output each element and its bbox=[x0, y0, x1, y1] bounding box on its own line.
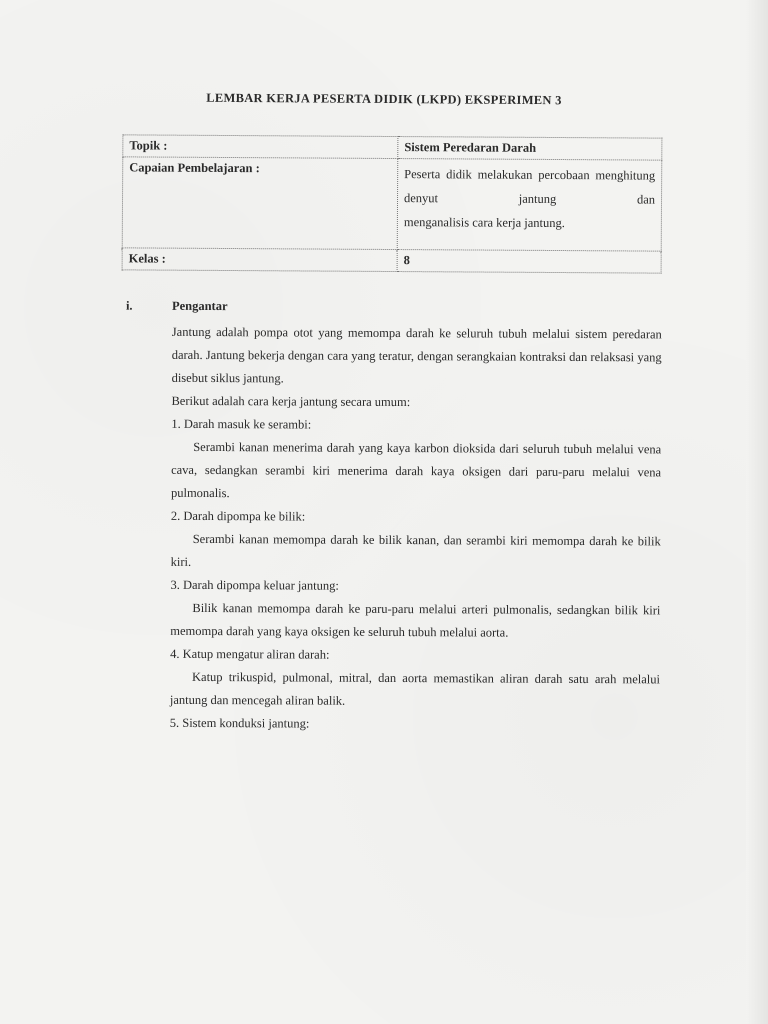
topic-value: Sistem Peredaran Darah bbox=[398, 137, 662, 161]
step-title: 1. Darah masuk ke serambi: bbox=[171, 416, 312, 432]
section-heading: Pengantar bbox=[171, 298, 228, 314]
step-text: Serambi kanan menerima darah yang kaya karbon dioksida dari seluruh tubuh melalui vena cava, sedangkan serambi kiri menerima darah kaya oksigen dari paru-paru melalui vena pulmonalis. bbox=[170, 439, 662, 501]
outcome-text-a: Peserta didik melakukan percobaan menghitung denyut jantung dan bbox=[403, 167, 656, 207]
outcome-label: Capaian Pembelajaran : bbox=[122, 157, 398, 250]
step-title: 4. Katup mengatur aliran darah: bbox=[170, 646, 330, 662]
step-text: Bilik kanan memompa darah ke paru-paru melalui arteri pulmonalis, sedangkan bilik kiri memompa darah yang kaya oksigen ke seluruh tubuh melalui aorta. bbox=[170, 600, 661, 640]
section-body bbox=[170, 321, 662, 738]
intro-paragraph: Jantung adalah pompa otot yang memompa darah ke seluruh tubuh melalui sistem peredaran darah. Jantung bekerja dengan cara yang teratur, dengan serangkaian kontraksi dan relaksasi yang disebut siklus jantung. bbox=[171, 324, 662, 386]
topic-label: Topik : bbox=[123, 135, 398, 159]
step-title: 2. Darah dipompa ke bilik: bbox=[170, 508, 306, 524]
page-edge-shadow bbox=[746, 0, 768, 1024]
section-number: i. bbox=[125, 298, 133, 313]
outcome-text-b: menganalisis cara kerja jantung. bbox=[403, 215, 565, 231]
step-title: 5. Sistem konduksi jantung: bbox=[169, 715, 310, 731]
table-row-outcome bbox=[122, 157, 662, 251]
step-text: Katup trikuspid, pulmonal, mitral, dan aorta memastikan aliran darah satu arah melalui jantung dan mencegah aliran balik. bbox=[169, 669, 661, 708]
table-row-topic bbox=[123, 135, 662, 160]
step-title: 3. Darah dipompa keluar jantung: bbox=[170, 577, 339, 593]
class-value: 8 bbox=[397, 250, 661, 274]
step-text: Serambi kanan memompa darah ke bilik kanan, dan serambi kiri memompa darah ke bilik kiri. bbox=[170, 531, 661, 569]
lead-paragraph: Berikut adalah cara kerja jantung secara umum: bbox=[171, 393, 411, 410]
section-pengantar bbox=[125, 298, 666, 731]
table-row-class bbox=[122, 248, 661, 273]
outcome-value bbox=[397, 159, 662, 252]
document-title: LEMBAR KERJA PESERTA DIDIK (LKPD) EKSPERIMEN 3 bbox=[206, 90, 562, 108]
info-table bbox=[122, 134, 663, 273]
class-label: Kelas : bbox=[122, 248, 397, 272]
